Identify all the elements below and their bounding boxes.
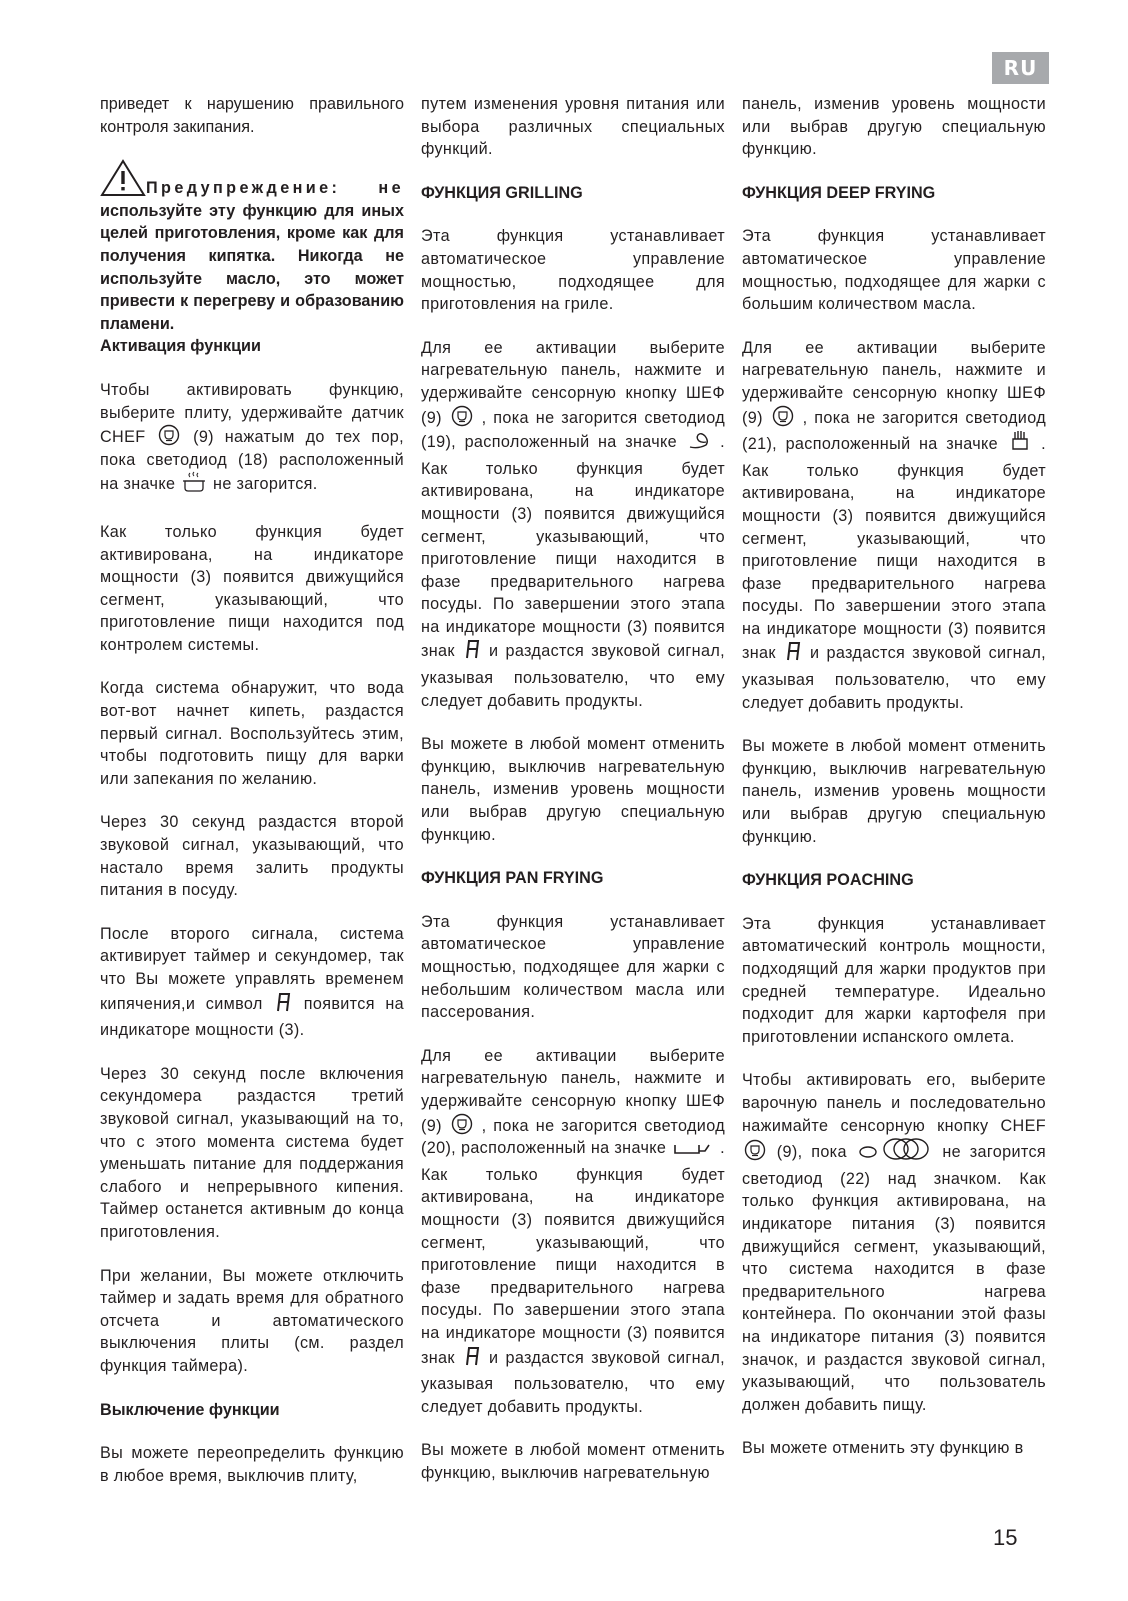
- text: (9) нажатым до тех пор, пока светодиод (18) расположенный на значке: [100, 428, 405, 494]
- column-1: [100, 93, 404, 1508]
- paragraph: [421, 337, 725, 713]
- section-heading: ФУНКЦИЯ GRILLING: [421, 183, 583, 202]
- warning-block: [100, 159, 404, 335]
- text: и раздастся звуковой сигнал, указывая пользователю, что ему следует добавить продукты.: [421, 1348, 725, 1416]
- column-3: [742, 93, 1046, 1481]
- paragraph: Вы можете в любой момент отменить функцию, выключив нагревательную панель, изменив уровень мощности или выбрав другую специальную функцию.: [742, 737, 1046, 846]
- text: . Как только функция будет активирована, на индикаторе мощности (3) появится движущийся сегмент, указывающий, что приготовление пищи находится в фазе предварительного нагрева посуды. По завершении этого этапа на индикаторе мощности (3) появится знак: [421, 433, 725, 661]
- paragraph: [100, 379, 404, 500]
- chef-button-icon: [158, 424, 180, 446]
- digit-symbol-icon: [464, 1345, 480, 1374]
- digit-symbol-icon: [785, 640, 801, 669]
- warning-triangle-icon: [100, 159, 146, 197]
- boiling-pot-icon: [182, 471, 206, 500]
- text: . Как только функция будет активирована, на индикаторе мощности (3) появится движущийся сегмент, указывающий, что приготовление пищи находится в фазе предварительного нагрева посуды. По завершении этого этапа на индикаторе мощности (3) появится знак: [421, 1139, 725, 1367]
- text: не загорится.: [213, 475, 318, 494]
- text: . Как только функция будет активирована, на индикаторе мощности (3) появится движущийся сегмент, указывающий, что приготовление пищи находится в фазе предварительного нагрева посуды. По завершении этого этапа на индикаторе мощности (3) появится знак: [742, 435, 1046, 663]
- text: появится на индикаторе мощности (3).: [100, 994, 404, 1040]
- chef-button-icon: [451, 405, 473, 427]
- warning-title: Предупреждение: не: [146, 179, 404, 198]
- paragraph: Эта функция устанавливает автоматическое управление мощностью, подходящее для приготовления на гриле.: [421, 227, 725, 314]
- paragraph: Вы можете в любой момент отменить функцию, выключив нагревательную: [421, 1441, 725, 1482]
- text: (9), пока: [776, 1143, 847, 1162]
- warning-text: используйте эту функцию для иных целей приготовления, кроме как для получения кипятка. Никогда не используйте масло, это может привести к перегреву и образованию пламени.: [100, 201, 404, 333]
- text: , пока не загорится светодиод (21), расположенный на значке: [742, 408, 1046, 454]
- text: не загорится светодиод (22) над значком. Как только функция активирована, на индикаторе питания (3) появится движущийся сегмент, указывающий, что система находится в фазе предварительного нагрева контейнера. По окончании этой фазы на индикаторе питания (3) появится значок, и раздастся звуковой сигнал, указывающий, что пользователь должен добавить пищу.: [742, 1143, 1046, 1414]
- paragraph: Эта функция устанавливает автоматический контроль мощности, подходящий для жарки продуктов при средней температуре. Идеально подходит для жарки картофеля при приготовлении испанского омлета.: [742, 914, 1046, 1046]
- section-heading: ФУНКЦИЯ POACHING: [742, 871, 914, 890]
- text: и раздастся звуковой сигнал, указывая пользователю, что ему следует добавить продукты.: [421, 642, 725, 710]
- paragraph: [742, 1069, 1046, 1416]
- digit-symbol-icon: [275, 991, 291, 1020]
- text: и раздастся звуковой сигнал, указывая пользователю, что ему следует добавить продукты.: [742, 644, 1046, 712]
- paragraph: путем изменения уровня питания или выбора различных специальных функций.: [421, 95, 725, 159]
- paragraph: Через 30 секунд раздастся второй звуковой сигнал, указывающий, что настало время залить продукты питания в посуду.: [100, 813, 404, 900]
- section-heading: ФУНКЦИЯ DEEP FRYING: [742, 183, 936, 202]
- column-2: [421, 93, 725, 1505]
- text: Чтобы активировать функцию, выберите плиту, удерживайте датчик CHEF: [100, 380, 404, 447]
- chef-button-icon: [772, 405, 794, 427]
- paragraph: Вы можете отменить эту функцию в: [742, 1439, 1024, 1458]
- page-number: 15: [993, 1525, 1018, 1550]
- paragraph: Вы можете в любой момент отменить функцию, выключив нагревательную панель, изменив уровень мощности или выбрав другую специальную функцию.: [421, 735, 725, 844]
- frying-pan-icon: [673, 1139, 713, 1164]
- paragraph: При желании, Вы можете отключить таймер и задать время для обратного отсчета и автоматического выключения плиты (см. раздел функция таймера).: [100, 1266, 404, 1375]
- paragraph: [100, 923, 404, 1042]
- paragraph: Через 30 секунд после включения секундомера раздастся третий звуковой сигнал, указывающий на то, что с этого момента система будет уменьшать питание для поддержания слабого и непрерывного кипения. Таймер останется активным до конца приготовления.: [100, 1064, 404, 1241]
- paragraph: Как только функция будет активирована, на индикаторе мощности (3) появится движущийся сегмент, указывающий, что приготовление пищи находится под контролем системы.: [100, 522, 404, 654]
- potato-slices-icon: [858, 1137, 932, 1168]
- paragraph: Вы можете переопределить функцию в любое время, выключив плиту,: [100, 1444, 404, 1485]
- text: Для ее активации выберите нагревательную панель, нажмите и удерживайте сенсорную кнопку ШЕФ (9): [742, 338, 1046, 427]
- section-heading: Активация функции: [100, 337, 261, 356]
- digit-symbol-icon: [464, 638, 480, 667]
- paragraph: [421, 1045, 725, 1419]
- text: Для ее активации выберите нагревательную панель, нажмите и удерживайте сенсорную кнопку ШЕФ (9): [421, 338, 725, 427]
- deep-fryer-basket-icon: [1009, 429, 1031, 460]
- text: , пока не загорится светодиод (19), расположенный на значке: [421, 408, 725, 452]
- grill-icon: [688, 429, 710, 458]
- text: Для ее активации выберите нагревательную панель, нажмите и удерживайте сенсорную кнопку ШЕФ (9): [421, 1046, 725, 1135]
- paragraph: Когда система обнаружит, что вода вот-вот начнет кипеть, раздастся первый сигнал. Воспользуйтесь этим, чтобы подготовить пищу для варки или запекания по желанию.: [100, 679, 404, 788]
- chef-button-icon: [451, 1113, 473, 1135]
- paragraph: Эта функция устанавливает автоматическое управление мощностью, подходящее для жарки с небольшим количеством масла или пассерования.: [421, 912, 725, 1022]
- paragraph: приведет к нарушению правильного контроля закипания.: [100, 95, 404, 136]
- paragraph: панель, изменив уровень мощности или выбрав другую специальную функцию.: [742, 95, 1046, 159]
- chef-button-icon: [744, 1139, 766, 1161]
- text: , пока не загорится светодиод (20), расположенный на значке: [421, 1116, 725, 1158]
- paragraph: Эта функция устанавливает автоматическое управление мощностью, подходящее для жарки с большим количеством масла.: [742, 227, 1046, 314]
- section-heading: Выключение функции: [100, 1400, 280, 1419]
- section-heading: ФУНКЦИЯ PAN FRYING: [421, 869, 604, 888]
- text: Чтобы активировать его, выберите варочную панель и последовательно нажимайте сенсорную кнопку CHEF: [742, 1071, 1046, 1135]
- text: После второго сигнала, система активирует таймер и секундомер, так что Вы можете управлять временем кипячения,и символ: [100, 924, 404, 1013]
- language-badge: RU: [992, 52, 1049, 84]
- paragraph: [742, 337, 1046, 715]
